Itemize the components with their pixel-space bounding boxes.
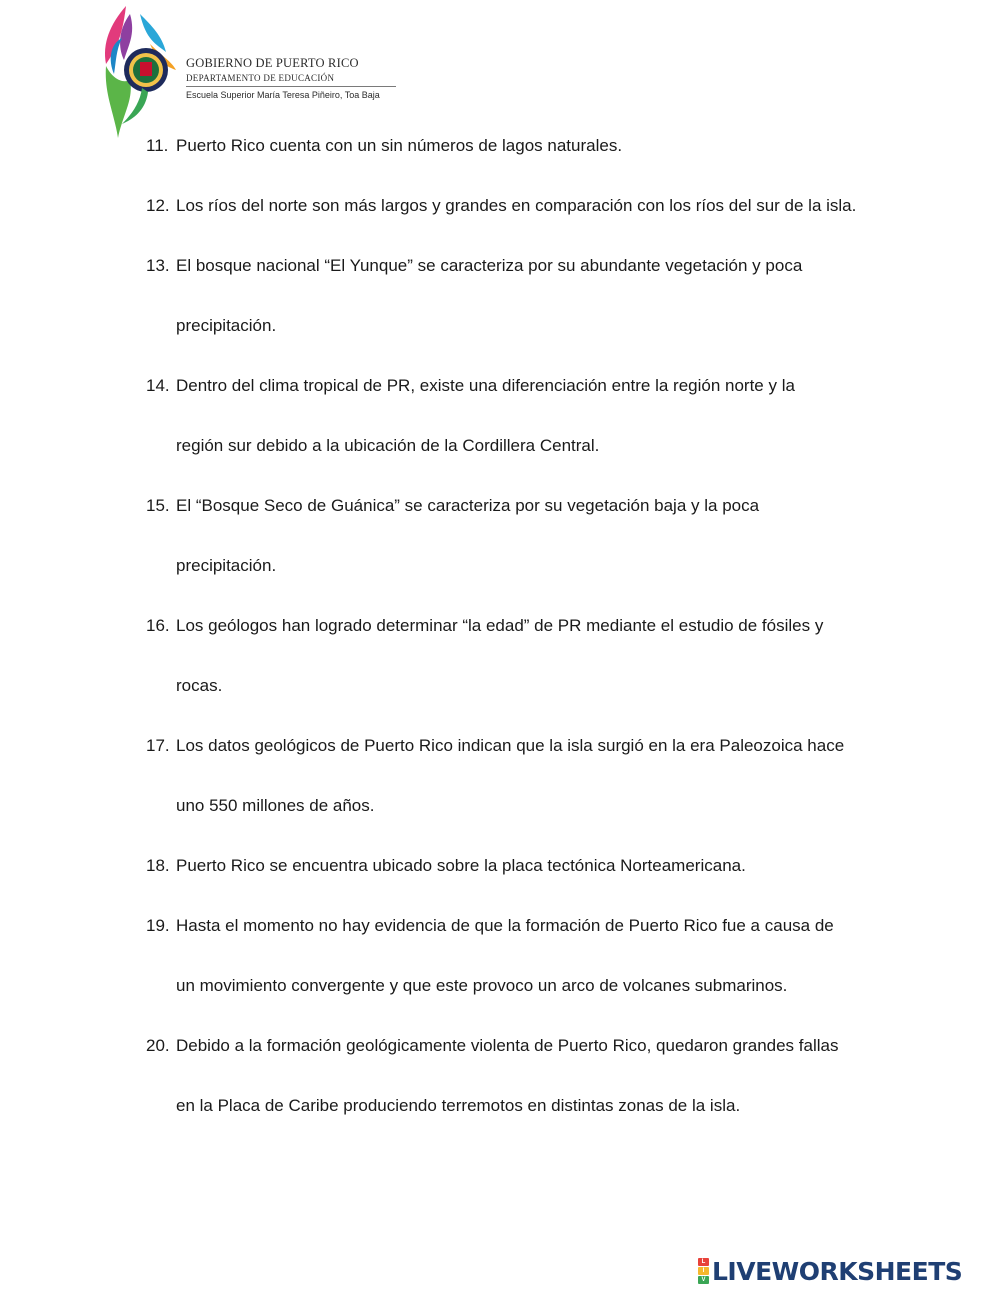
item-text: Debido a la formación geológicamente violenta de Puerto Rico, quedaron grandes fallas (176, 1036, 839, 1055)
brand-letter: V (698, 1276, 709, 1284)
item-number: 16. (146, 616, 170, 635)
item-number: 12. (146, 196, 170, 215)
item-text-continued: precipitación. (176, 316, 277, 335)
item-number: 18. (146, 856, 170, 875)
list-item (146, 476, 906, 596)
list-item (146, 896, 906, 1016)
item-number: 19. (146, 916, 170, 935)
item-text-continued: en la Placa de Caribe produciendo terremotos en distintas zonas de la isla. (176, 1096, 741, 1115)
brand-name: LIVEWORKSHEETS (712, 1256, 963, 1286)
item-text-continued: rocas. (176, 676, 223, 695)
government-name: GOBIERNO DE PUERTO RICO (186, 56, 359, 70)
item-text: Dentro del clima tropical de PR, existe una diferenciación entre la región norte y la (176, 376, 795, 395)
item-number: 14. (146, 376, 170, 395)
item-text: El “Bosque Seco de Guánica” se caracteriza por su vegetación baja y la poca (176, 496, 760, 515)
statement-list (146, 116, 906, 1136)
list-item (146, 596, 906, 716)
list-item (146, 176, 906, 236)
school-name: Escuela Superior María Teresa Piñeiro, Toa Baja (186, 90, 380, 100)
item-number: 11. (146, 136, 169, 155)
brand-squares-icon (698, 1258, 709, 1284)
brand-letter: L (698, 1258, 709, 1266)
item-text-continued: precipitación. (176, 556, 277, 575)
item-text: Puerto Rico se encuentra ubicado sobre la placa tectónica Norteamericana. (176, 856, 746, 875)
list-item (146, 236, 906, 356)
item-text: Puerto Rico cuenta con un sin números de lagos naturales. (176, 136, 623, 155)
item-number: 13. (146, 256, 170, 275)
item-text-continued: uno 550 millones de años. (176, 796, 375, 815)
item-text-continued: un movimiento convergente y que este provoco un arco de volcanes submarinos. (176, 976, 788, 995)
list-item (146, 1016, 906, 1136)
organization-block (186, 56, 396, 100)
item-text: Hasta el momento no hay evidencia de que la formación de Puerto Rico fue a causa de (176, 916, 834, 935)
list-item (146, 836, 906, 896)
item-text: Los datos geológicos de Puerto Rico indican que la isla surgió en la era Paleozoica hace (176, 736, 845, 755)
list-item (146, 716, 906, 836)
item-text: El bosque nacional “El Yunque” se caracteriza por su abundante vegetación y poca (176, 256, 803, 275)
liveworksheets-logo[interactable] (698, 1254, 962, 1288)
brand-letter: I (698, 1267, 709, 1275)
item-text-continued: región sur debido a la ubicación de la Cordillera Central. (176, 436, 600, 455)
item-number: 15. (146, 496, 170, 515)
department-name: DEPARTAMENTO DE EDUCACIÓN (186, 73, 396, 87)
item-number: 20. (146, 1036, 170, 1055)
item-number: 17. (146, 736, 170, 755)
item-text: Los geólogos han logrado determinar “la edad” de PR mediante el estudio de fósiles y (176, 616, 824, 635)
item-text: Los ríos del norte son más largos y grandes en comparación con los ríos del sur de la isla. (176, 196, 857, 215)
list-item (146, 356, 906, 476)
list-item (146, 116, 906, 176)
